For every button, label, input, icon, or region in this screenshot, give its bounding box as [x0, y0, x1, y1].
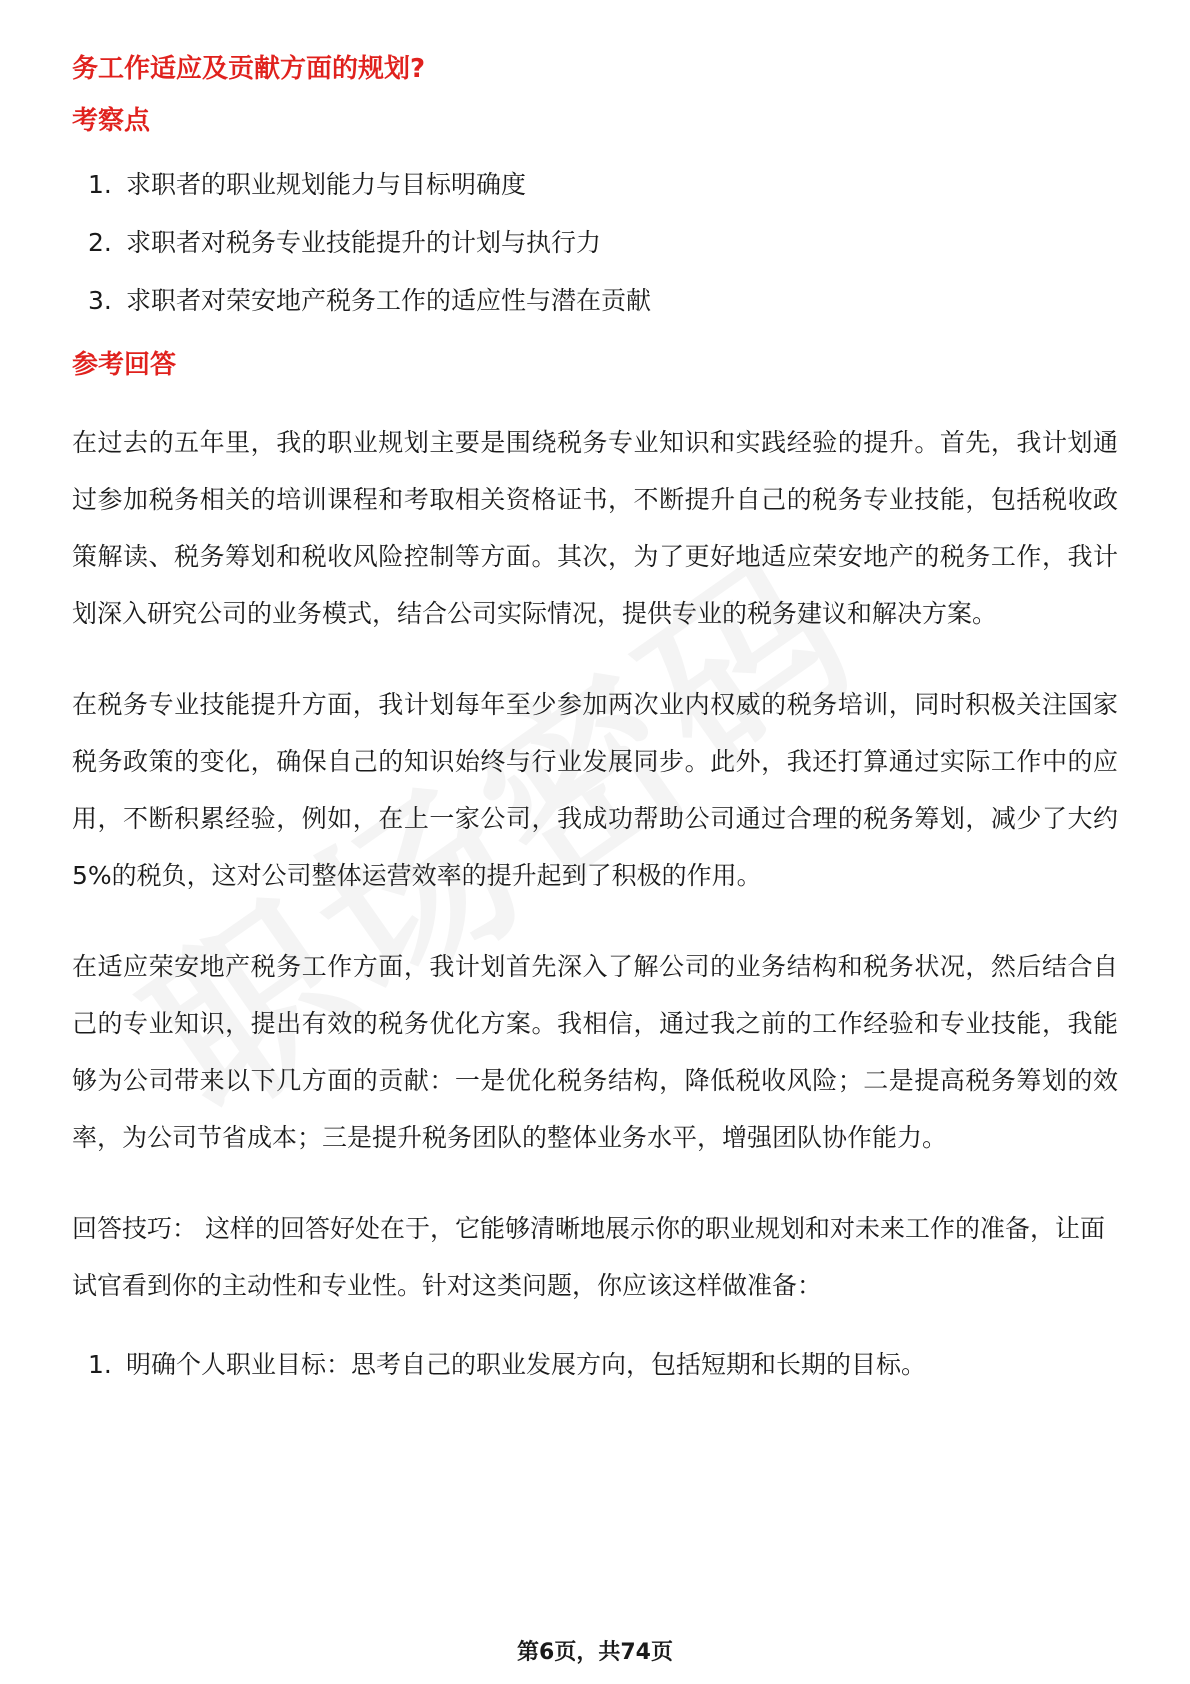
section-heading-kaochadian: 考察点: [72, 106, 151, 136]
list-item-text: 求职者对税务专业技能提升的计划与执行力: [126, 228, 602, 257]
list-item-text: 明确个人职业目标：思考自己的职业发展方向，包括短期和长期的目标。: [126, 1350, 927, 1379]
question-title: 务工作适应及贡献方面的规划?: [72, 54, 426, 84]
answer-paragraph: 在适应荣安地产税务工作方面，我计划首先深入了解公司的业务结构和税务状况，然后结合自己的专业知识，提出有效的税务优化方案。我相信，通过我之前的工作经验和专业技能，我能够为公司带来以下几方面的贡献：一是优化税务结构，降低税收风险；二是提高税务筹划的效率，为公司节省成本；三是提升税务团队的整体业务水平，增强团队协作能力。: [72, 952, 1118, 1152]
list-item-number: 2.: [88, 228, 112, 257]
page-content: [72, 50, 1118, 1404]
list-item-text: 求职者的职业规划能力与目标明确度: [126, 170, 527, 199]
list-item: [72, 166, 1118, 204]
list-item: [72, 282, 1118, 320]
section-heading-cankao: 参考回答: [72, 350, 177, 380]
answer-tips: 回答技巧： 这样的回答好处在于，它能够清晰地展示你的职业规划和对未来工作的准备，让面试官看到你的主动性和专业性。针对这类问题，你应该这样做准备：: [72, 1214, 1105, 1300]
answer-paragraph: 在税务专业技能提升方面，我计划每年至少参加两次业内权威的税务培训，同时积极关注国家税务政策的变化，确保自己的知识始终与行业发展同步。此外，我还打算通过实际工作中的应用，不断积累经验，例如，在上一家公司，我成功帮助公司通过合理的税务筹划，减少了大约5%的税负，这对公司整体运营效率的提升起到了积极的作用。: [72, 690, 1118, 890]
answer-paragraph: 在过去的五年里，我的职业规划主要是围绕税务专业知识和实践经验的提升。首先，我计划通过参加税务相关的培训课程和考取相关资格证书，不断提升自己的税务专业技能，包括税收政策解读、税务筹划和税收风险控制等方面。其次，为了更好地适应荣安地产的税务工作，我计划深入研究公司的业务模式，结合公司实际情况，提供专业的税务建议和解决方案。: [72, 428, 1118, 628]
kaochadian-list: [72, 166, 1118, 320]
list-item-number: 3.: [88, 286, 112, 315]
list-item: [72, 1346, 1118, 1384]
list-item-number: 1.: [88, 1350, 112, 1379]
page-footer: 第6页，共74页: [517, 1640, 673, 1665]
tips-list: [72, 1346, 1118, 1384]
list-item-text: 求职者对荣安地产税务工作的适应性与潜在贡献: [126, 286, 652, 315]
list-item-number: 1.: [88, 170, 112, 199]
list-item: [72, 224, 1118, 262]
